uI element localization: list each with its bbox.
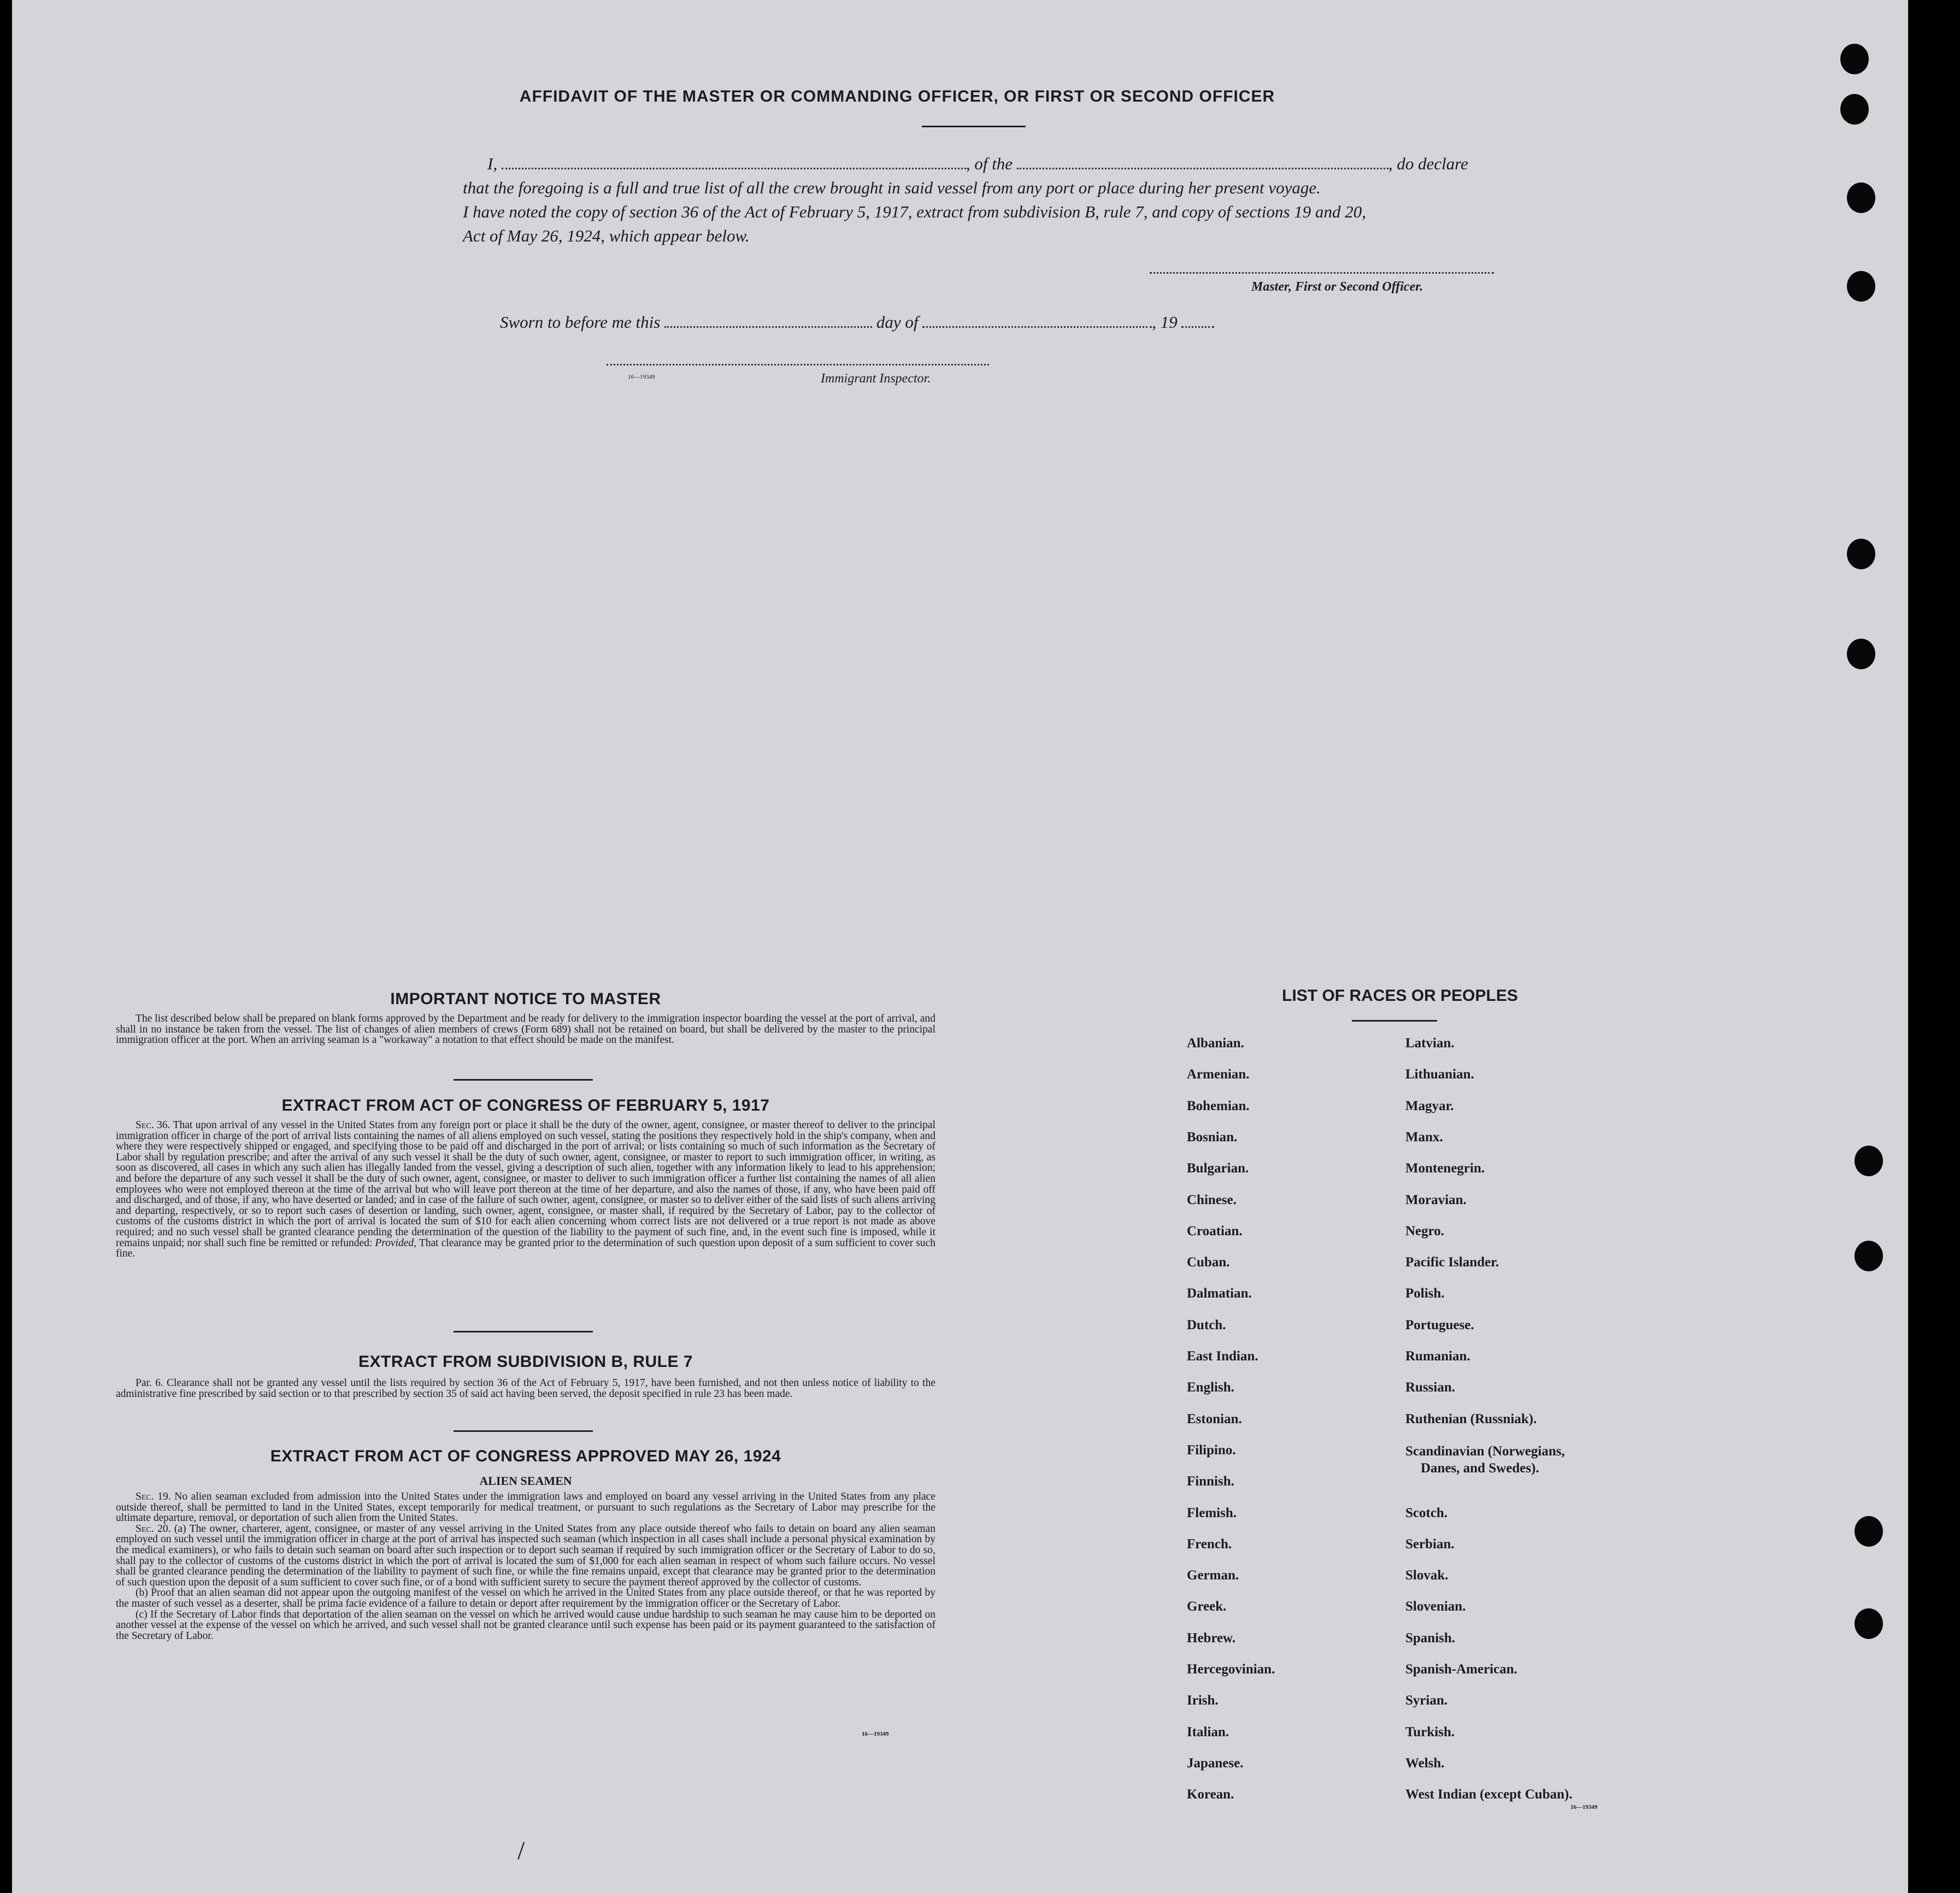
decl-do-declare: , do declare [1388, 154, 1468, 173]
race-item: Moravian. [1405, 1193, 1467, 1207]
extract-1917-title: EXTRACT FROM ACT OF CONGRESS OF FEBRUARY 5, 1917 [281, 1096, 770, 1114]
races-title-rule [1352, 1020, 1437, 1022]
race-item: Negro. [1405, 1224, 1445, 1239]
officer-signature-line[interactable] [1150, 272, 1494, 274]
sworn-year-blank[interactable] [1181, 326, 1214, 328]
punch-hole-icon [1855, 1241, 1883, 1271]
race-item: Ruthenian (Russniak). [1405, 1412, 1537, 1426]
notice-form-number: 16—19349 [862, 1731, 889, 1737]
race-item: Magyar. [1405, 1099, 1454, 1113]
race-item: Spanish-American. [1405, 1662, 1517, 1677]
race-item: Turkish. [1405, 1725, 1455, 1739]
inspector-label: Immigrant Inspector. [821, 371, 931, 386]
race-item: Dalmatian. [1187, 1286, 1252, 1301]
declaration-line-1 [487, 152, 1542, 176]
race-item: French. [1187, 1537, 1232, 1552]
rule-7-rule [454, 1430, 593, 1432]
race-item: Korean. [1187, 1787, 1234, 1802]
notice-title: IMPORTANT NOTICE TO MASTER [390, 990, 661, 1008]
punch-hole-icon [1847, 639, 1875, 669]
race-item: Flemish. [1187, 1506, 1237, 1520]
race-item: Greek. [1187, 1599, 1227, 1614]
race-item: Pacific Islander. [1405, 1255, 1499, 1270]
race-item: East Indian. [1187, 1349, 1258, 1364]
rule-7-title: EXTRACT FROM SUBDIVISION B, RULE 7 [358, 1353, 693, 1371]
affidavit-title: AFFIDAVIT OF THE MASTER OR COMMANDING OFFICER, OR FIRST OR SECOND OFFICER [519, 87, 1275, 105]
race-item: Lithuanian. [1405, 1067, 1474, 1082]
race-item: Japanese. [1187, 1756, 1244, 1771]
race-item: Portuguese. [1405, 1318, 1474, 1332]
race-item: Irish. [1187, 1693, 1219, 1708]
races-title: LIST OF RACES OR PEOPLES [1282, 987, 1518, 1005]
race-item: Chinese. [1187, 1193, 1237, 1207]
declaration-line-3: I have noted the copy of section 36 of the Act of February 5, 1917, extract from subdivision B, rule 7, and copy of sections 19 and 20, [463, 202, 1367, 221]
race-item: Albanian. [1187, 1036, 1244, 1051]
sec-20c-text: (c) If the Secretary of Labor finds that deportation of the alien seaman on the vessel on which he arrived would cause undue hardship to such seaman he may cause him to be deported on another vessel at the expense of the vessel on which he arrived, and such vessel shall not be granted clearance until such expense has been paid or its payment guaranteed to the satisfaction of the Secretary of Labor. [116, 1608, 935, 1642]
race-item: Croatian. [1187, 1224, 1243, 1239]
punch-hole-icon [1847, 539, 1875, 569]
punch-hole-icon [1840, 94, 1869, 125]
race-item: Bohemian. [1187, 1099, 1250, 1113]
race-item: Bulgarian. [1187, 1161, 1249, 1176]
alien-seamen-subtitle: ALIEN SEAMEN [479, 1474, 572, 1488]
race-item: Syrian. [1405, 1693, 1448, 1708]
declaration-line-4: Act of May 26, 1924, which appear below. [463, 226, 750, 245]
race-item: Filipino. [1187, 1443, 1236, 1458]
race-item: Russian. [1405, 1380, 1456, 1395]
sworn-year: , 19 [1152, 312, 1178, 332]
race-item: Dutch. [1187, 1318, 1226, 1332]
race-item: Manx. [1405, 1130, 1443, 1145]
paper-sheet [12, 0, 1908, 1893]
declaration-line-2: that the foregoing is a full and true list of all the crew brought in said vessel from any port or place during her present voyage. [463, 178, 1321, 197]
race-item: Cuban. [1187, 1255, 1230, 1270]
sec-36-text: That upon arrival of any vessel in the United States from any foreign port or place it shall be the duty of the owner, agent, consignee, or master thereof to deliver to the principal immigration officer in charge of the port of arrival lists containing the names of all aliens employed on such vessel, stating the positions they respectively hold in the ship's company, when and where they were respectively shipped or engaged, and specifying those to be paid off and discharged in the port of arrival; or lists containing so much of such information as the Secretary of Labor shall by regulation prescribe; and after the arrival of any such vessel it shall be the duty of such owner, agent, consignee, or master to report to such immigration officer, in writing, as soon as discovered, all cases in which any such alien has illegally landed from the vessel, giving a description of such alien, together with any information likely to lead to his apprehension; and before the departure of any such vessel it shall be the duty of such owner, agent, consignee, or master to deliver to such immigration officer a further list containing the names of all alien employees who were not employed thereon at the time of the arrival but who will leave port thereon at the time of her departure, and also the names of those, if any, who have been paid off and discharged, and of those, if any, who have deserted or landed; and in case of the failure of such owner, agent, consignee, or master so to deliver either of the said lists of such aliens arriving and departing, respectively, or so to report such cases of desertion or landing, such owner, agent, consignee, or master shall, if required by the Secretary of Labor, pay to the collector of customs of the customs district in which the port of arrival is located the sum of $10 for each alien concerning whom correct lists are not delivered or a true report is not made as above required; and no such vessel shall be granted clearance pending the determination of the question of the liability to the payment of such fine, and, in the event such fine is imposed, while it remains unpaid; nor shall such fine be remitted or refunded: [116, 1119, 935, 1249]
decl-i: I, [487, 154, 498, 173]
race-item: Hercegovinian. [1187, 1662, 1275, 1677]
punch-hole-icon [1855, 1516, 1883, 1547]
punch-hole-icon [1855, 1608, 1883, 1639]
race-item: Bosnian. [1187, 1130, 1238, 1145]
extract-1924-title: EXTRACT FROM ACT OF CONGRESS APPROVED MAY 26, 1924 [270, 1447, 781, 1465]
punch-hole-icon [1847, 271, 1875, 302]
inspector-signature-line[interactable] [607, 364, 989, 365]
sec-20b-text: (b) Proof that an alien seaman did not appear upon the outgoing manifest of the vessel on which he arrived in the United States from any place outside thereof, or that he was reported by the master of such vessel as a deserter, shall be prima facie evidence of a failure to detain or deport after requirement by the immigration officer or the Secretary of Labor. [116, 1587, 935, 1609]
sec-19-label: Sec. 19. [136, 1491, 171, 1502]
race-item: English. [1187, 1380, 1234, 1395]
rule-7-paragraph: Par. 6. Clearance shall not be granted any vessel until the lists required by section 36 of the Act of February 5, 1917, have been furnished, and not then unless notice of liability to the administrative fine prescribed by said section or to that prescribed by section 35 of said act having been served, the deposit specified in rule 23 has been made. [116, 1377, 935, 1400]
vessel-blank[interactable] [1017, 168, 1388, 169]
race-item: West Indian (except Cuban). [1405, 1787, 1573, 1802]
race-item: Spanish. [1405, 1631, 1456, 1646]
sec-20-label: Sec. 20. [136, 1523, 171, 1535]
extract-1917-rule [454, 1331, 593, 1332]
sec-20a-text: (a) The owner, charterer, agent, consignee, or master of any vessel arriving in the United States from any place outside thereof who fails to detain on board any alien seaman employed on such vessel until the immigration officer in charge at the port of arrival has inspected such seaman (which inspection in all cases shall include a personal physical examination by the medical examiners), or who fails to detain such seaman on board after such inspection or to deport such seaman if required by such immigration officer or the Secretary of Labor to do so, shall pay to the collector of customs of the customs district in which the port of arrival is located the sum of $1,000 for each alien seaman in respect of whom such failure occurs. No vessel shall be granted clearance pending the determination of the liability to payment of such fine, or while the fine remains unpaid, except that clearance may be granted prior to the determination of such question upon the deposit of a sum sufficient to cover such fine, or of a bond with sufficient surety to secure the payment thereof approved by the collector of customs. [116, 1523, 935, 1588]
sworn-line [500, 310, 1555, 334]
sworn-text: Sworn to before me this [500, 312, 661, 332]
race-item: Latvian. [1405, 1036, 1455, 1051]
decl-of-the: , of the [966, 154, 1013, 173]
race-item: Welsh. [1405, 1756, 1445, 1771]
race-item: Finnish. [1187, 1474, 1234, 1489]
race-item: Slovak. [1405, 1568, 1449, 1583]
race-item: Slovenian. [1405, 1599, 1466, 1614]
rule-7-text [116, 1378, 935, 1399]
race-item: Danes, and Swedes). [1421, 1461, 1539, 1476]
notice-text [116, 1013, 935, 1046]
extract-1917-text [116, 1120, 935, 1259]
officer-signature-label: Master, First or Second Officer. [1251, 280, 1423, 294]
sec-19-text: No alien seaman excluded from admission into the United States under the immigration laws and employed on board any vessel arriving in the United States from any place outside thereof, shall be permitted to land in the United States, except temporarily for medical treatment, or pursuant to such regulations as the Secretary of Labor may prescribe for the ultimate departure, removal, or deportation of such alien from the United States. [116, 1491, 935, 1524]
margin-mark: / [517, 1836, 525, 1865]
extract-1924-text [116, 1491, 935, 1641]
race-item: Rumanian. [1405, 1349, 1470, 1364]
race-item: Estonian. [1187, 1412, 1242, 1426]
notice-paragraph: The list described below shall be prepared on blank forms approved by the Department and be ready for delivery to the immigration inspector boarding the vessel at the port of arrival, and shall in no instance be taken from the vessel. The list of changes of alien members of crews (Form 689) shall not be retained on board, but shall be delivered by the master to the principal immigration officer at the port. When an arriving seaman is a "workaway" a notation to that effect should be made on the manifest. [116, 1013, 935, 1046]
race-item: Serbian. [1405, 1537, 1455, 1552]
punch-hole-icon [1840, 44, 1869, 74]
sworn-day-blank[interactable] [664, 326, 872, 328]
race-item: German. [1187, 1568, 1239, 1583]
race-item: Scotch. [1405, 1506, 1448, 1520]
race-item: Hebrew. [1187, 1631, 1236, 1646]
punch-hole-icon [1855, 1146, 1883, 1176]
race-item: Italian. [1187, 1725, 1229, 1739]
race-item: Montenegrin. [1405, 1161, 1485, 1176]
name-blank[interactable] [502, 168, 966, 169]
sec-36-label: Sec. 36. [136, 1119, 170, 1131]
notice-rule [454, 1079, 593, 1081]
sec-36-text-end: That clearance may be granted prior to the determination of such question upon deposit of a sum sufficient to cover such fine. [116, 1237, 935, 1260]
races-form-number: 16—19349 [1570, 1804, 1598, 1811]
race-item: Scandinavian (Norwegians, [1405, 1444, 1565, 1459]
race-item: Polish. [1405, 1286, 1445, 1301]
punch-hole-icon [1847, 182, 1875, 213]
race-item: Armenian. [1187, 1067, 1250, 1082]
title-rule [922, 126, 1026, 127]
affidavit-form-number: 16—19349 [628, 374, 655, 380]
sworn-month-blank[interactable] [922, 326, 1152, 328]
provided-word: Provided, [375, 1237, 417, 1249]
sworn-day-of: day of [876, 312, 919, 332]
